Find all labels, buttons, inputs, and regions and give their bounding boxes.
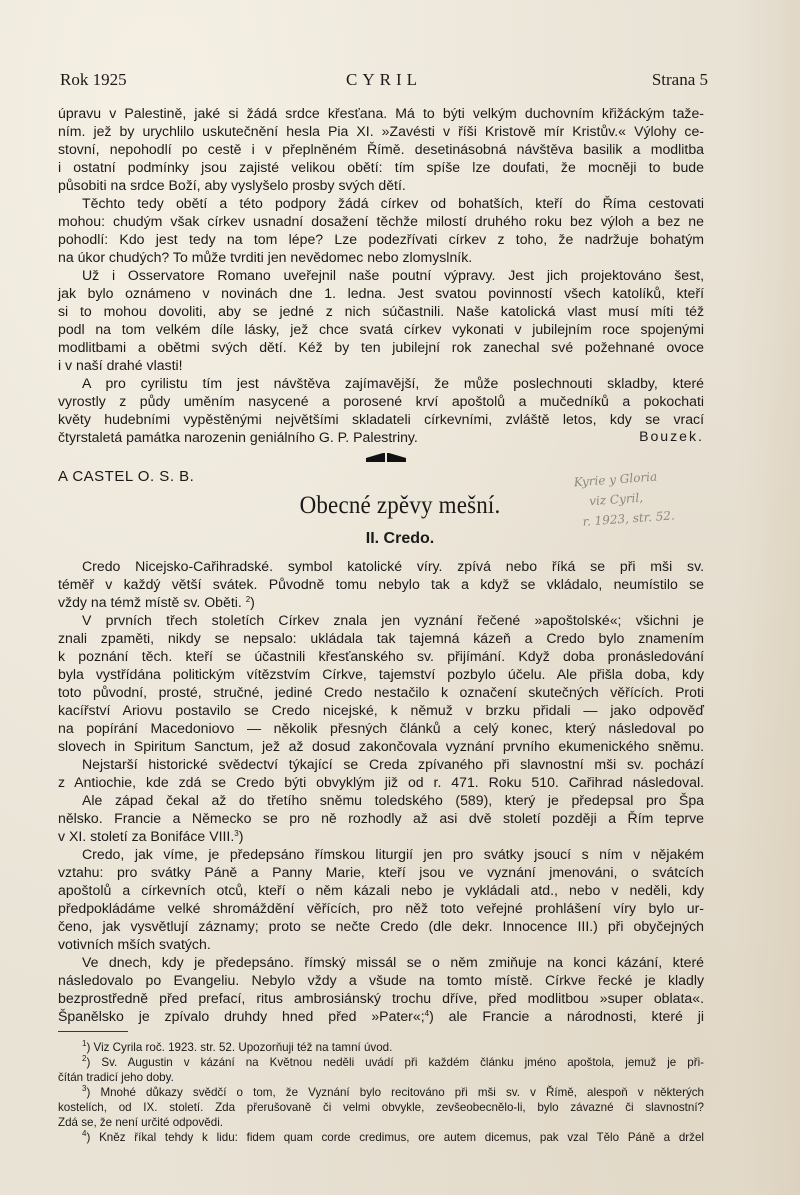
footnote-text: Viz Cyrila roč. 1923. str. 52. Upozorňuji též na tamní úvod. [93,1041,393,1054]
text-line: bezprostředně před prefací, ritus ambrosiánský trochu dříve, před modlitbou »super oblata«. [58,990,704,1006]
header-page-number: Strana 5 [651,70,708,89]
text-line: z Antiochie, kde zdá se Credo býti obvyklým již od r. 471. Roku 510. Cařihrad následoval. [58,774,704,790]
marginalia-line: r. 1923, str. 52. [582,508,676,529]
footnote-ref: 2 [245,595,251,604]
text-line: vztahu: pro svátky Páně a Panny Marie, kteří jsou ve vyznání jmenováni, o svátcích [58,864,704,880]
text-line: úpravu v Palestině, jaké si žádá srdce křesťana. Má to býti velkým duchovním křižáckým taže- [58,105,704,121]
text-line: si to mohou dovoliti, aby se jedné z nich súčastnili. Naše katolická vlast musí míti též [58,303,704,319]
article-title: Obecné zpěvy mešní. [299,492,501,519]
text-line: kacířství Ariovu postavilo se Credo nicejské, k němuž v brzku přidali — jako odpověď [58,702,704,718]
text-line: jak bylo oznámeno v novinách dne 1. ledna. Jest svatou povinností všech katolíků, kteří [58,285,704,301]
text-line: A pro cyrilistu tím jest návštěva zajímavější, že může poslechnouti skladby, které [82,375,704,391]
article-author: A CASTEL O. S. B. [58,468,195,485]
text-line: mohou: chudým však církev usnadní dosažení těchže milostí druhého roku bez výloh a bez ne [58,213,704,229]
header-year: Rok 1925 [60,70,127,89]
text-line: Už i Osservatore Romano uveřejnil naše poutní výpravy. Jest jich projektováno šest, [82,267,704,283]
text-line: i ostatní podmínky jsou zajisté velikou obětí: tím spíše lze doufati, že mocněji to bude [58,159,704,175]
text-line: votivních mších svatých. [58,936,211,952]
footnote-rule [58,1031,128,1032]
text-line: na úkor chudých? To může tvrditi jen nevědomec nebo zlomyslník. [58,249,473,265]
line-text: ale Francie a národnosti, které ji [448,1008,704,1024]
text-line: k poznání těch. kteří se účastnili křesťanského sv. přijímání. Když doba pronásledování [58,648,704,664]
text-line: vyrostly z půdy uměním nasycené a porosené krví apoštolů a mučedníků a pokochati [58,393,704,409]
text-line: na popírání Macedoniovo — několik přesných článků a celý konec, který následoval po [58,720,704,736]
article-subtitle [0,530,800,548]
footnote-mark: 1 [82,1039,87,1048]
text-line: působiti na srdce Boží, aby vyslyšelo prosby svých dětí. [58,177,406,193]
text-line: čeno, jak vysvětlují záznamy; proto se nečte Credo (dle dekr. Innocence III.) při obyčejných [58,918,704,934]
author-signature: Bouzek. [639,428,704,444]
line-text: v XI. století za Bonifáce VIII. [58,828,235,844]
footnote-mark: 3 [82,1084,87,1093]
text-line: Španělsko je zpívalo druhdy hned před »Pater«;$^4$) ale Francie a národnosti, které ji [58,1008,704,1024]
footnote: $^1$) Viz Cyrila roč. 1923. str. 52. Upozorňuji též na tamní úvod. [82,1039,393,1054]
footnote: $^2$) Sv. Augustin v kázání na Květnou neděli uvádí při každém článku jméno apoštola, jemuž je při- [82,1054,704,1069]
marginalia-line: Kyrie y Gloria [573,469,658,490]
line-text: vždy na témž místě sv. Oběti. [58,594,242,610]
footnote-continuation: čítán tradicí jeho doby. [58,1071,174,1084]
footnote-ref: 3 [234,829,239,838]
text-line: ním. jež by urychlilo uskutečnění hesla Pia XI. »Zavésti v říši Kristově mír Kristův.« Výlohy ce- [58,123,704,139]
footnote: $^3$) Mnohé důkazy svědčí o tom, že Vyznání bylo recitováno při mši sv. v Římě, alespoň v některých [82,1084,704,1099]
text-line: V prvních třech stoletích Církev znala jen vyznání řečené »apoštolské«; všichni je [82,612,704,628]
text-line: modlitbami a obětmi svých dětí. Kéž by ten jubilejní rok zanechal své požehnané ovoce [58,339,704,355]
text-line: předpokládáme velké shromáždění věřících, pro něž toto veřejné prohlášení víry bylo ur- [58,900,704,916]
text-line: vždy na témž místě sv. Oběti. $^2$) [58,594,255,610]
text-line: apoštolů a církevních otců, kteří o něm kázali nebo je vykládali atd., nebo v neděli, kdy [58,882,704,898]
text-line: Ve dnech, kdy je předepsáno. římský missál se o něm zmiňuje na konci kázání, které [82,954,704,970]
footnote-ref: 4 [424,1009,430,1018]
subtitle-text: II. Credo. [365,530,435,547]
handwritten-marginalia [573,460,757,532]
text-line: Těchto tedy obětí a této podpory žádá církev od bohatších, kteří do Říma cestovati [82,195,704,211]
text-line: Ale západ čekal až do třetího sněmu toledského (589), který je předepsal pro Špa [82,792,704,808]
text-line: znali zpaměti, nikdy se nepsalo: ukládala tak tajemná kázeň a Credo bylo znamením [58,630,704,646]
footnote-text: Sv. Augustin v kázání na Květnou neděli uvádí při každém článku jméno apoštola, jemuž je při- [101,1056,704,1069]
footnote-continuation: kostelích, od IX. století. Zda přerušovaně či velmi obvykle, zevšeobecnělo-li, bylo závazné či slavnostní? [58,1101,704,1114]
text-line: Credo, jak víme, je předepsáno římskou liturgií jen pro svátky jsoucí s ním v nějakém [82,846,704,862]
text-line: pohodlí: Kdo jest tedy na tom lépe? Lze podezřívati církev z toho, že nadržuje bohatým [58,231,704,247]
text-line: v XI. století za Bonifáce VIII.$^3$) [58,828,244,844]
ornament-divider [365,451,407,463]
text-line: podl na tom velkém díle lásky, jež chce svatá církev vykonati v jubilejním roce spojenými [58,321,704,337]
line-text: Španělsko je zpívalo druhdy hned před »Pater«; [58,1008,425,1024]
text-line: stovní, nepohodlí po cestě i v přeplněném Římě. desetinásobná návštěva basilik a modlitba [58,141,704,157]
text-line: nělsko. Francie a Německo se pro ně rozhodly až asi dvě století později a Řím teprve [58,810,704,826]
footnote-text: Kněz říkal tehdy k lidu: fidem quam corde credimus, ore autem dicemus, pak vzal Tělo Páně a držel [99,1131,704,1144]
text-line: čtyrstaletá památka narozenin geniálního G. P. Palestriny. [58,429,418,445]
footnote: $^4$) Kněz říkal tehdy k lidu: fidem quam corde credimus, ore autem dicemus, pak vzal Tělo Páně a držel [82,1129,704,1144]
footnote-mark: 4 [82,1129,87,1138]
header-journal-title: CYRIL [346,70,422,89]
text-line: toto původní, prosté, stručné, jediné Credo nestačilo k označení skutečných věřících. Proti [58,684,704,700]
text-line: byla vystřídána politickým vítězstvím Církve, tajemství pozbylo účelu. Ale přišla doba, kdy [58,666,704,682]
footnote-continuation: Zdá se, že není určité odpovědi. [58,1116,223,1129]
text-line: téměř v každý větší svátek. Původně tomu nebylo tak a když se vkládalo, neumístilo se [58,576,704,592]
text-line: slovech in Spiritum Sanctum, jež až dosud zakončovala vyznání prvního ekumenického sněmu. [58,738,704,754]
footnote-text: Mnohé důkazy svědčí o tom, že Vyznání bylo recitováno při mši sv. v Římě, alespoň v některých [100,1086,704,1099]
text-line: i v naší drahé vlasti! [58,357,183,373]
marginalia-line: viz Cyril, [588,490,644,509]
text-line: Credo Nicejsko-Cařihradské. symbol katolické víry. zpívá nebo říká se při mši sv. [82,558,704,574]
running-head [60,70,708,92]
text-line: Nejstarší historické svědectví týkající se Creda zpívaného při slavnostní mši sv. pochází [82,756,704,772]
text-line: následovalo po Evangeliu. Nebylo vždy a všude na tomto místě. Církve řecké je kladly [58,972,704,988]
text-line: květy hudebními vypěstěnými největšími skladateli církevními, zvláště letos, kdy se vrací [58,411,704,427]
footnote-mark: 2 [82,1054,87,1063]
